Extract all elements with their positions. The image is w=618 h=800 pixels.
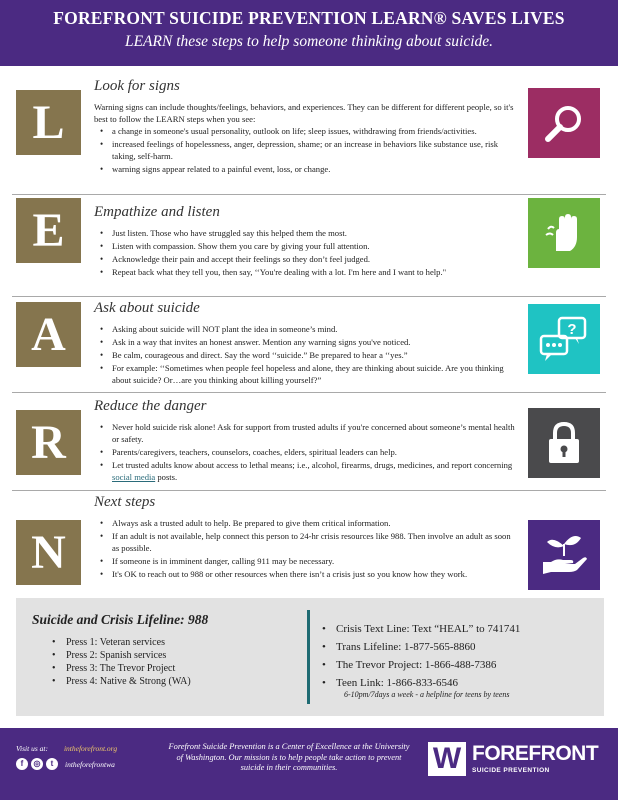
list-item-text: Let trusted adults know about access to lethal means; i.e., alcohol, firearms, drugs, medicines, and report concerning <box>112 460 513 470</box>
section-divider <box>12 194 606 195</box>
bullet-list <box>100 517 516 580</box>
list-item: • For example: ‘‘Sometimes when people feel hopeless and alone, they are thinking about suicide. Are you thinking about suicide? Or…are you thinking about killing yourself?” <box>100 362 516 386</box>
uw-logo-mark: W <box>428 742 466 776</box>
list-item: • Trans Lifeline: 1-877-565-8860 <box>322 638 602 656</box>
page-title: FOREFRONT SUICIDE PREVENTION LEARN® SAVES LIVES <box>53 8 565 28</box>
section-empathize-and-listen <box>94 204 516 279</box>
svg-text:?: ? <box>567 321 577 338</box>
lifeline-options-list <box>52 636 306 688</box>
about-text: Forefront Suicide Prevention is a Center of Excellence at the University of Washington. Our mission is to help people take action to prevent suicide in their communities. <box>168 742 410 772</box>
list-item: • Press 4: Native & Strong (WA) <box>52 675 306 688</box>
list-item: • Press 1: Veteran services <box>52 636 306 649</box>
section-look-for-signs <box>94 78 516 176</box>
forefront-logo <box>428 742 604 776</box>
lifeline-panel <box>16 598 604 716</box>
list-item: • Crisis Text Line: Text “HEAL” to 741741 <box>322 620 602 638</box>
list-item: • Press 3: The Trevor Project <box>52 662 306 675</box>
list-item: • If an adult is not available, help connect this person to 24-hr crisis resources like 988. Then involve an adult as soon as possible. <box>100 530 516 554</box>
logo-subtitle: SUICIDE PREVENTION <box>472 767 550 774</box>
list-item: • Ask in a way that invites an honest answer. Mention any warning signs you've noticed. <box>100 336 516 348</box>
list-item: • Asking about suicide will NOT plant the idea in someone’s mind. <box>100 323 516 335</box>
crisis-resources <box>322 620 602 699</box>
hand-icon <box>528 198 600 268</box>
section-divider <box>12 296 606 297</box>
page-subtitle: LEARN these steps to help someone thinking about suicide. <box>124 33 494 50</box>
section-reduce-the-danger <box>94 398 516 484</box>
letter-a-tile: A <box>16 302 81 367</box>
logo-wordmark: FOREFRONT <box>472 742 599 765</box>
list-item: • Always ask a trusted adult to help. Be prepared to give them critical information. <box>100 517 516 529</box>
vertical-divider <box>307 610 310 704</box>
facebook-icon[interactable]: f <box>16 758 28 770</box>
padlock-icon <box>528 408 600 478</box>
list-item: • Parents/caregivers, teachers, counselors, coaches, elders, spiritual leaders can help. <box>100 446 516 458</box>
letter-l-tile: L <box>16 90 81 155</box>
section-heading: Next steps <box>94 494 156 510</box>
plant-in-hand-icon <box>528 520 600 590</box>
footer <box>0 728 618 800</box>
twitter-icon[interactable]: t <box>46 758 58 770</box>
list-item: • Repeat back what they tell you, then say, ‘‘You're dealing with a lot. I'm here and I want to help." <box>100 266 516 278</box>
list-item: • increased feelings of hopelessness, anger, depression, shame; or an increase in behaviors like substance use, risk taking, self-harm. <box>100 138 516 162</box>
speech-bubbles-icon <box>528 304 600 374</box>
section-ask-about-suicide <box>94 300 516 387</box>
list-item: • It's OK to reach out to 988 or other resources when there isn’t a crisis just so you know how they work. <box>100 568 516 580</box>
bullet-list <box>100 227 516 278</box>
teen-link-note: 6-10pm/7days a week - a helpline for teens by teens <box>344 690 510 699</box>
header-banner <box>0 0 618 66</box>
list-item: • Press 2: Spanish services <box>52 649 306 662</box>
visit-label: Visit us at: <box>16 744 48 753</box>
list-item: • The Trevor Project: 1-866-488-7386 <box>322 656 602 674</box>
social-media-link[interactable]: social media <box>112 472 156 482</box>
lifeline-title: Suicide and Crisis Lifeline: 988 <box>32 612 209 627</box>
letter-n-tile: N <box>16 520 81 585</box>
crisis-resources-list <box>322 620 602 692</box>
list-item <box>100 459 516 483</box>
section-heading: Ask about suicide <box>94 300 200 316</box>
section-next-steps <box>94 494 516 581</box>
list-item: • warning signs appear related to a painful event, loss, or change. <box>100 163 516 175</box>
list-item: • Be calm, courageous and direct. Say the word ‘‘suicide.” Be prepared to hear a ‘‘yes.” <box>100 349 516 361</box>
list-item: • a change in someone's usual personality, outlook on life; sleep issues, withdrawing from friends/activities. <box>100 125 516 137</box>
magnifier-icon <box>528 88 600 158</box>
bullet-list <box>100 421 516 483</box>
bullet-list <box>100 323 516 386</box>
social-links <box>16 758 115 770</box>
bullet-list <box>100 125 516 175</box>
section-heading: Look for signs <box>94 78 180 94</box>
social-handle: intheforefrontwa <box>65 759 115 769</box>
section-divider <box>12 392 606 393</box>
section-heading: Empathize and listen <box>94 204 220 220</box>
list-item: • Teen Link: 1-866-833-6546 <box>322 674 602 692</box>
instagram-icon[interactable]: ◎ <box>31 758 43 770</box>
section-heading: Reduce the danger <box>94 398 207 414</box>
visit-us <box>16 744 117 753</box>
section-divider <box>12 490 606 491</box>
letter-r-tile: R <box>16 410 81 475</box>
list-item: • Just listen. Those who have struggled say this helped them the most. <box>100 227 516 239</box>
list-item: • Acknowledge their pain and accept their feelings so they don’t feel judged. <box>100 253 516 265</box>
lifeline-options <box>16 598 306 716</box>
list-item: • Never hold suicide risk alone! Ask for support from trusted adults if you're concerned about someone’s mental health or safety. <box>100 421 516 445</box>
letter-e-tile: E <box>16 198 81 263</box>
list-item-text: posts. <box>157 472 178 482</box>
section-intro: Warning signs can include thoughts/feelings, behaviors, and experiences. They can be different for different people, so it's best to follow the LEARN steps when you see: <box>94 102 514 124</box>
list-item: • If someone is in imminent danger, calling 911 may be necessary. <box>100 555 516 567</box>
list-item: • Listen with compassion. Show them you care by giving your full attention. <box>100 240 516 252</box>
website-link[interactable]: intheforefront.org <box>63 744 118 753</box>
